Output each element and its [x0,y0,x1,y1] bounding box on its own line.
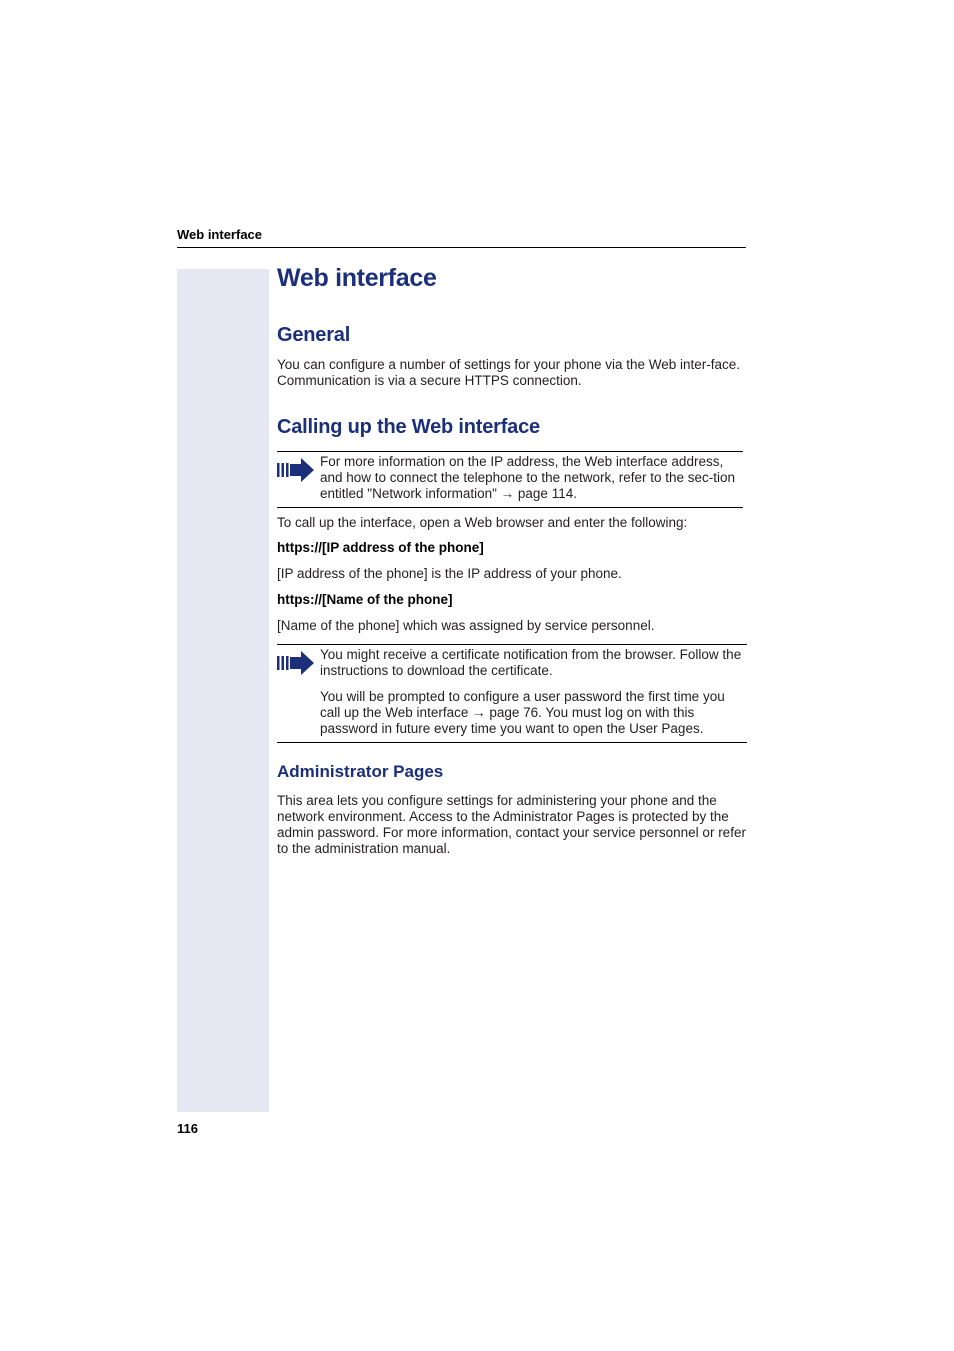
section-heading-calling-up: Calling up the Web interface [277,416,540,438]
running-header: Web interface [177,227,263,242]
note-arrow-icon [277,458,315,482]
note-text-certificate: You might receive a certificate notification from the browser. Follow the instructions to download the certificate. [320,647,742,678]
note-text-network: For more information on the IP address, the Web interface address, and how to connect the telephone to the network, refer to the sec-tion entitled "Network information" → page 114. [320,454,736,501]
section-heading-general: General [277,324,351,346]
note-arrow-icon [277,651,315,675]
url-name-description: [Name of the phone] which was assigned by service personnel. [277,618,655,633]
url-phone-name: https://[Name of the phone] [277,592,453,607]
url-ip-description: [IP address of the phone] is the IP address of your phone. [277,566,622,581]
url-ip-address: https://[IP address of the phone] [277,540,484,555]
margin-band [177,269,269,1112]
general-paragraph: You can configure a number of settings for your phone via the Web inter-face. Communication is via a secure HTTPS connection. [277,357,741,388]
page-number: 116 [177,1121,198,1136]
admin-paragraph: This area lets you configure settings for administering your phone and the network environment. Access to the Administrator Pages is protected by the admin password. For more information, contact your service personnel or refer to the administration manual. [277,793,746,856]
page-title: Web interface [277,264,437,292]
note-box-certificate [277,644,747,743]
note-text-password: You will be prompted to configure a user password the first time you call up the Web interface → page 76. You must log on with this password in future every time you want to open the User Pages. [320,689,725,736]
intro-paragraph: To call up the interface, open a Web browser and enter the following: [277,515,688,530]
header-rule [177,247,746,248]
page-content [277,262,747,857]
section-heading-admin: Administrator Pages [277,762,444,781]
note-box-network [277,451,743,508]
